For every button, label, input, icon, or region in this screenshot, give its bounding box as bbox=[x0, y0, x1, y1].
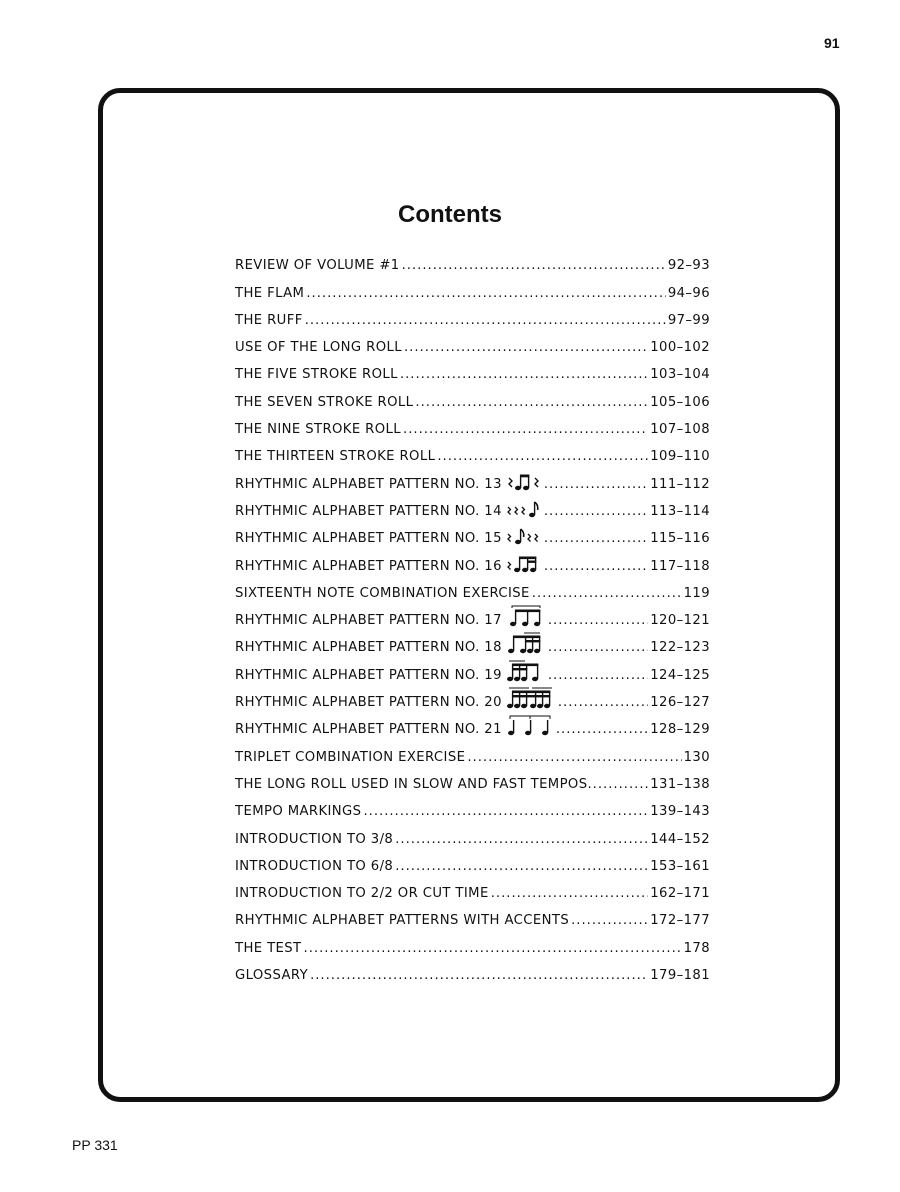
toc-entry[interactable] bbox=[235, 464, 710, 491]
dot-leader bbox=[304, 941, 682, 956]
toc-entry-title: RHYTHMIC ALPHABET PATTERN NO. 17 bbox=[235, 613, 502, 629]
toc-entry[interactable] bbox=[235, 492, 710, 519]
toc-entry-title: THE FIVE STROKE ROLL bbox=[235, 367, 398, 383]
dot-leader bbox=[532, 586, 682, 601]
toc-entry-pages: 144–152 bbox=[650, 831, 710, 847]
toc-entry-title: INTRODUCTION TO 6/8 bbox=[235, 858, 394, 874]
dot-leader bbox=[558, 695, 648, 710]
toc-entry-title: THE NINE STROKE ROLL bbox=[235, 422, 402, 438]
toc-entry[interactable] bbox=[235, 874, 710, 901]
toc-entry-title: TEMPO MARKINGS bbox=[235, 804, 362, 820]
toc-entry-pages: 92–93 bbox=[667, 258, 710, 274]
toc-entry-pages: 119 bbox=[683, 585, 710, 601]
toc-entry-pages: 126–127 bbox=[650, 695, 710, 711]
dot-leader bbox=[415, 395, 648, 410]
toc-entry-pages: 105–106 bbox=[650, 394, 710, 410]
toc-entry-title: USE OF THE LONG ROLL bbox=[235, 340, 402, 356]
dot-leader bbox=[395, 832, 648, 847]
toc-entry-title: RHYTHMIC ALPHABET PATTERN NO. 18 bbox=[235, 640, 502, 656]
dot-leader bbox=[400, 367, 648, 382]
toc-entry-title: THE FLAM bbox=[235, 285, 305, 301]
dot-leader bbox=[544, 477, 648, 492]
toc-entry-pages: 103–104 bbox=[650, 367, 710, 383]
toc-entry[interactable] bbox=[235, 928, 710, 955]
dot-leader bbox=[548, 640, 648, 655]
dot-leader bbox=[403, 422, 648, 437]
toc-entry-pages: 153–161 bbox=[650, 858, 710, 874]
toc-entry-pages: 131–138 bbox=[650, 776, 710, 792]
toc-entry-title: SIXTEENTH NOTE COMBINATION EXERCISE bbox=[235, 585, 530, 601]
toc-entry-title: RHYTHMIC ALPHABET PATTERN NO. 21 bbox=[235, 722, 502, 738]
toc-entry-title: RHYTHMIC ALPHABET PATTERNS WITH ACCENTS bbox=[235, 913, 570, 929]
dot-leader bbox=[548, 668, 648, 683]
dot-leader bbox=[305, 313, 666, 328]
dot-leader bbox=[437, 449, 648, 464]
toc-entry[interactable] bbox=[235, 246, 710, 273]
pattern-21-notation-icon bbox=[506, 713, 554, 737]
dot-leader bbox=[491, 886, 649, 901]
toc-entry-pages: 109–110 bbox=[650, 449, 710, 465]
toc-entry[interactable] bbox=[235, 328, 710, 355]
toc-entry[interactable] bbox=[235, 847, 710, 874]
dot-leader bbox=[544, 504, 648, 519]
toc-entry-title: THE SEVEN STROKE ROLL bbox=[235, 394, 414, 410]
dot-leader bbox=[544, 559, 648, 574]
page-title: Contents bbox=[398, 201, 502, 229]
dot-leader bbox=[556, 722, 648, 737]
toc-entry-pages: 111–112 bbox=[650, 476, 710, 492]
toc-entry-pages: 130 bbox=[683, 749, 710, 765]
pattern-14-notation-icon bbox=[506, 499, 542, 519]
dot-leader bbox=[310, 968, 648, 983]
toc-entry-pages: 115–116 bbox=[650, 531, 710, 547]
pattern-20-notation-icon bbox=[506, 686, 556, 710]
toc-entry[interactable] bbox=[235, 355, 710, 382]
toc-entry-title: GLOSSARY bbox=[235, 968, 309, 984]
toc-entry-pages: 128–129 bbox=[650, 722, 710, 738]
toc-entry[interactable] bbox=[235, 710, 710, 737]
toc-entry[interactable] bbox=[235, 546, 710, 573]
toc-entry-pages: 124–125 bbox=[650, 667, 710, 683]
publication-code: PP 331 bbox=[72, 1137, 118, 1153]
toc-entry[interactable] bbox=[235, 601, 710, 628]
toc-entry-title: RHYTHMIC ALPHABET PATTERN NO. 20 bbox=[235, 695, 502, 711]
pattern-15-notation-icon bbox=[506, 526, 542, 546]
dot-leader bbox=[548, 613, 648, 628]
toc-entry-pages: 94–96 bbox=[667, 285, 710, 301]
toc-entry-pages: 172–177 bbox=[650, 913, 710, 929]
pattern-19-notation-icon bbox=[506, 659, 546, 683]
pattern-17-notation-icon bbox=[506, 604, 546, 628]
dot-leader bbox=[402, 258, 666, 273]
toc-entry-pages: 179–181 bbox=[650, 968, 710, 984]
toc-entry-pages: 107–108 bbox=[650, 422, 710, 438]
toc-entry-pages: 117–118 bbox=[650, 558, 710, 574]
toc-entry-pages: 139–143 bbox=[650, 804, 710, 820]
toc-entry[interactable] bbox=[235, 655, 710, 682]
pattern-16-notation-icon bbox=[506, 554, 542, 574]
toc-entry[interactable] bbox=[235, 901, 710, 928]
toc-entry-pages: 120–121 bbox=[650, 613, 710, 629]
toc-entry-title: THE TEST bbox=[235, 940, 302, 956]
pattern-13-notation-icon bbox=[506, 472, 542, 492]
dot-leader bbox=[404, 340, 648, 355]
toc-entry-pages: 162–171 bbox=[650, 886, 710, 902]
toc-entry-title: RHYTHMIC ALPHABET PATTERN NO. 14 bbox=[235, 503, 502, 519]
toc-entry[interactable] bbox=[235, 410, 710, 437]
page-number: 91 bbox=[824, 35, 840, 51]
toc-entry[interactable] bbox=[235, 956, 710, 983]
toc-entry[interactable] bbox=[235, 765, 710, 792]
dot-leader bbox=[587, 777, 650, 792]
toc-entry[interactable] bbox=[235, 683, 710, 710]
toc-entry-pages: 97–99 bbox=[667, 312, 710, 328]
toc-entry[interactable] bbox=[235, 819, 710, 846]
toc-entry[interactable] bbox=[235, 382, 710, 409]
toc-entry[interactable] bbox=[235, 628, 710, 655]
toc-entry-title: REVIEW OF VOLUME #1 bbox=[235, 258, 400, 274]
toc-entry-title: THE LONG ROLL USED IN SLOW AND FAST TEMPOS bbox=[235, 776, 588, 792]
dot-leader bbox=[467, 750, 681, 765]
dot-leader bbox=[571, 913, 648, 928]
dot-leader bbox=[363, 804, 648, 819]
toc-entry[interactable] bbox=[235, 737, 710, 764]
toc-entry-pages: 113–114 bbox=[650, 503, 710, 519]
toc-entry-title: RHYTHMIC ALPHABET PATTERN NO. 19 bbox=[235, 667, 502, 683]
toc-entry-title: TRIPLET COMBINATION EXERCISE bbox=[235, 749, 466, 765]
toc-entry-title: THE RUFF bbox=[235, 312, 303, 328]
toc-entry-title: RHYTHMIC ALPHABET PATTERN NO. 16 bbox=[235, 558, 502, 574]
toc-entry-pages: 122–123 bbox=[650, 640, 710, 656]
toc-entry-title: THE THIRTEEN STROKE ROLL bbox=[235, 449, 436, 465]
toc-entry-title: RHYTHMIC ALPHABET PATTERN NO. 15 bbox=[235, 531, 502, 547]
toc-entry[interactable] bbox=[235, 792, 710, 819]
table-of-contents bbox=[235, 246, 710, 983]
toc-entry[interactable] bbox=[235, 519, 710, 546]
toc-entry-title: INTRODUCTION TO 3/8 bbox=[235, 831, 394, 847]
toc-entry[interactable] bbox=[235, 574, 710, 601]
toc-entry-title: RHYTHMIC ALPHABET PATTERN NO. 13 bbox=[235, 476, 502, 492]
toc-entry[interactable] bbox=[235, 301, 710, 328]
toc-entry-title: INTRODUCTION TO 2/2 OR CUT TIME bbox=[235, 886, 489, 902]
toc-entry[interactable] bbox=[235, 273, 710, 300]
toc-entry-pages: 100–102 bbox=[650, 340, 710, 356]
dot-leader bbox=[395, 859, 648, 874]
dot-leader bbox=[306, 286, 666, 301]
dot-leader bbox=[544, 531, 648, 546]
pattern-18-notation-icon bbox=[506, 631, 546, 655]
toc-entry[interactable] bbox=[235, 437, 710, 464]
toc-entry-pages: 178 bbox=[683, 940, 710, 956]
